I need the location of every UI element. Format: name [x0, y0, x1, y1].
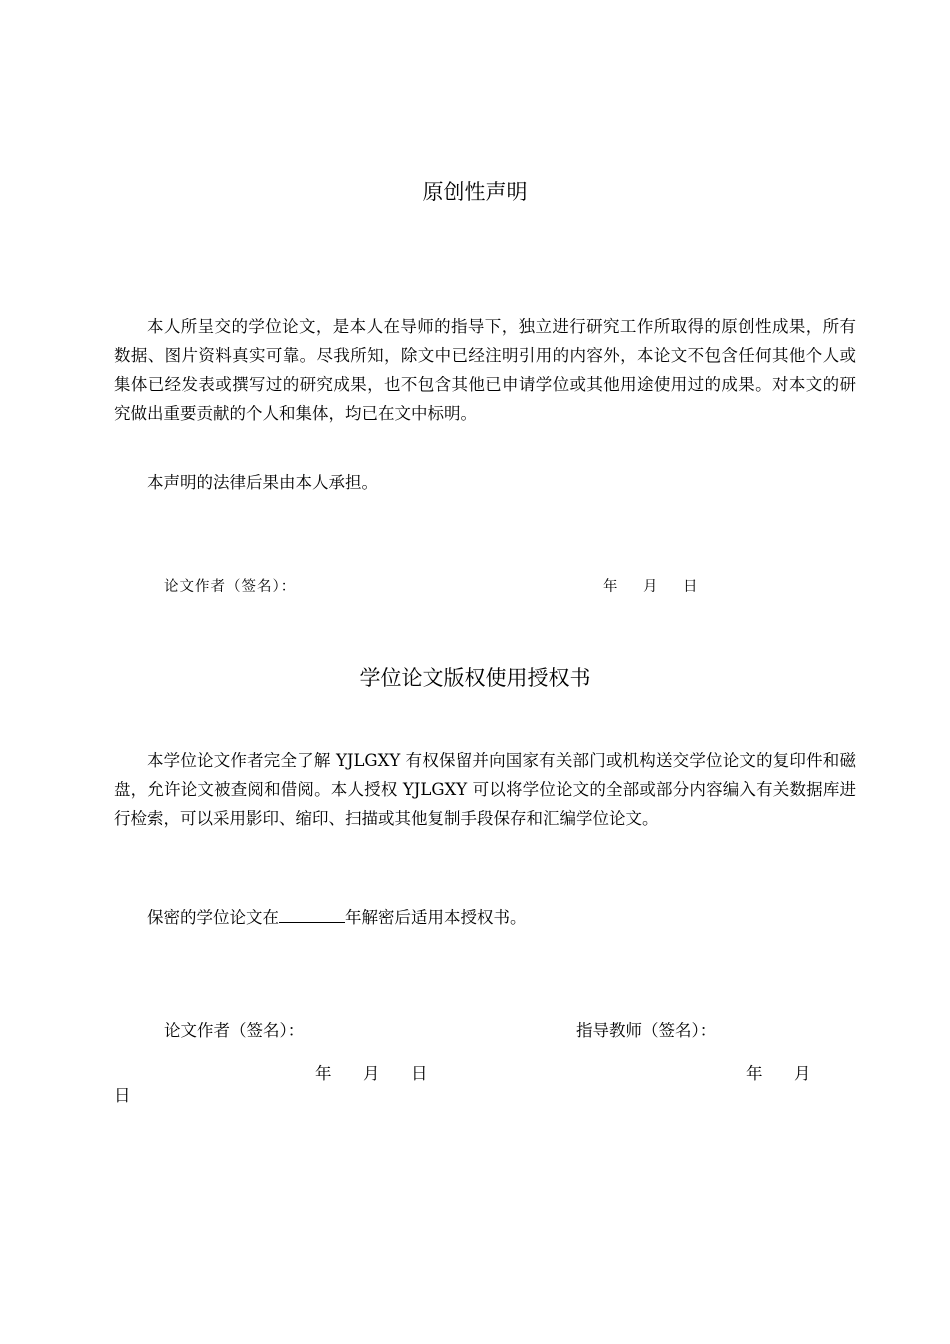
declaration-month-label: 月	[643, 579, 659, 595]
secret-statement-prefix: 保密的学位论文在	[147, 908, 279, 927]
authorization-author-signature-label: 论文作者（签名）：	[164, 1021, 305, 1040]
declaration-author-signature-label: 论文作者（签名）：	[164, 579, 297, 595]
authorization-title: 学位论文版权使用授权书	[359, 666, 591, 690]
advisor-year-label: 年	[746, 1064, 763, 1083]
advisor-signature-label: 指导教师（签名）：	[576, 1021, 717, 1040]
secret-years-blank[interactable]	[279, 908, 345, 923]
author-month-label: 月	[363, 1064, 380, 1083]
secret-statement	[147, 904, 527, 928]
declaration-day-label: 日	[683, 579, 699, 595]
declaration-liability: 本声明的法律后果由本人承担。	[147, 473, 378, 492]
advisor-day-label: 日	[114, 1086, 131, 1105]
authorization-body: 本学位论文作者完全了解 YJLGXY 有权保留并向国家有关部门或机构送交学位论文的复印件和磁盘，允许论文被查阅和借阅。本人授权 YJLGXY 可以将学位论文的全部或部分内容编入有关数据库进行检索，可以采用影印、缩印、扫描或其他复制手段保存和汇编学位论文。	[114, 751, 856, 828]
author-year-label: 年	[315, 1064, 332, 1083]
advisor-month-label: 月	[794, 1064, 811, 1083]
declaration-body: 本人所呈交的学位论文，是本人在导师的指导下，独立进行研究工作所取得的原创性成果，所有数据、图片资料真实可靠。尽我所知，除文中已经注明引用的内容外，本论文不包含任何其他个人或集体已经发表或撰写过的研究成果，也不包含其他已申请学位或其他用途使用过的成果。对本文的研究做出重要贡献的个人和集体，均已在文中标明。	[114, 317, 856, 423]
secret-statement-suffix: 年解密后适用本授权书。	[345, 908, 527, 927]
declaration-year-label: 年	[603, 579, 619, 595]
declaration-title: 原创性声明	[422, 180, 528, 204]
author-day-label: 日	[411, 1064, 428, 1083]
